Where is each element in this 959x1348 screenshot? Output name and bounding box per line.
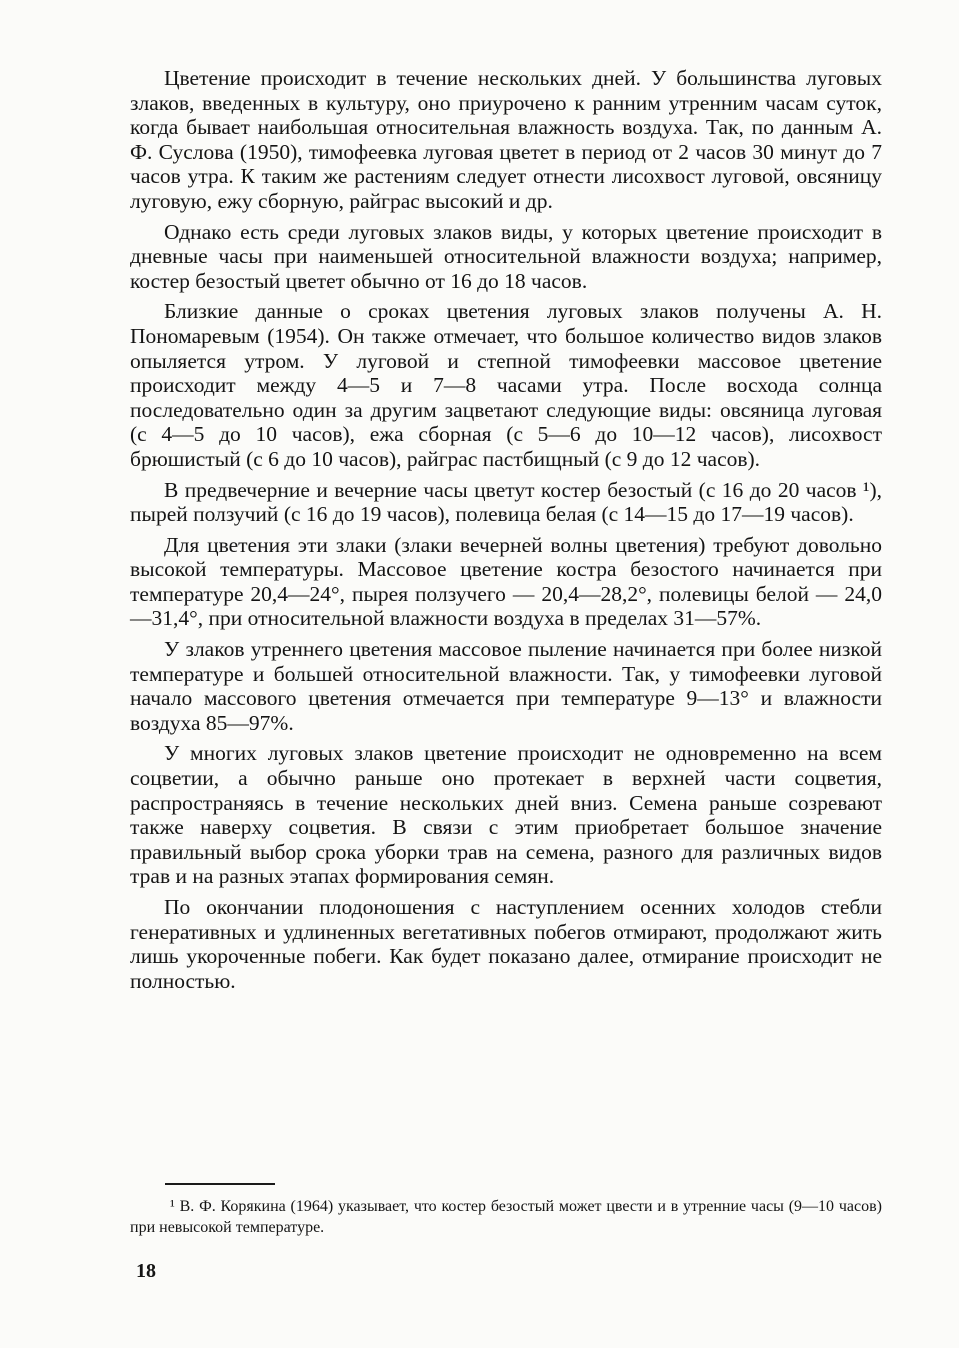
footnote: ¹ В. Ф. Корякина (1964) указывает, что костер безостый может цвести и в утренние часы (9—10 часов) при невысокой температуре. <box>130 1198 882 1236</box>
paragraph-8: По окончании плодоношения с наступлением осенних холодов стебли генеративных и удлиненных вегетативных побегов отмирают, продолжают жить лишь укороченные побеги. Как будет показано далее, отмирание происходит не полностью. <box>130 895 882 993</box>
page-number: 18 <box>136 1260 156 1282</box>
body-text <box>130 66 882 999</box>
paragraph-1: Цветение происходит в течение нескольких дней. У большинства луговых злаков, введенных в культуру, оно приурочено к ранним утренним часам суток, когда бывает наибольшая относительная влажность воздуха. Так, по данным А. Ф. Суслова (1950), тимофеевка луговая цветет в период от 2 часов 30 минут до 7 часов утра. К таким же растениям следует отнести лисохвост луговой, овсяницу луговую, ежу сборную, райграс высокий и др. <box>130 66 882 213</box>
paragraph-2: Однако есть среди луговых злаков виды, у которых цветение происходит в дневные часы при наименьшей относительной влажности воздуха; например, костер безостый цветет обычно от 16 до 18 часов. <box>130 219 882 293</box>
paragraph-4: В предвечерние и вечерние часы цветут костер безостый (с 16 до 20 часов ¹), пырей ползучий (с 16 до 19 часов), полевица белая (с 14—15 до 17—19 часов). <box>130 477 882 527</box>
paragraph-6: У злаков утреннего цветения массовое пыление начинается при более низкой температуре и большей относительной влажности. Так, у тимофеевки луговой начало массового цветения отмечается при температуре 9—13° и влажности воздуха 85—97%. <box>130 637 882 735</box>
paragraph-5: Для цветения эти злаки (злаки вечерней волны цветения) требуют довольно высокой температуры. Массовое цветение костра безостого начинается при температуре 20,4—24°, пырея ползучего — 20,4—28,2°, полевицы белой — 24,0—31,4°, при относительной влажности воздуха в пределах 31—57%. <box>130 532 882 631</box>
paragraph-3: Близкие данные о сроках цветения луговых злаков получены А. Н. Пономаревым (1954). Он также отмечает, что большое количество видов злаков опыляется утром. У луговой и степной тимофеевки массовое цветение происходит между 4—5 и 7—8 часами утра. После восхода солнца последовательно один за другим зацветают следующие виды: овсяница луговая (с 4—5 до 10 часов), ежа сборная (с 5—6 до 10—12 часов), лисохвост брюшистый (с 6 до 10 часов), райграс пастбищный (с 9 до 12 часов). <box>130 299 882 471</box>
footnote-divider <box>165 1183 275 1185</box>
paragraph-7: У многих луговых злаков цветение происходит не одновременно на всем соцветии, а обычно раньше оно протекает в верхней части соцветия, распространяясь в течение нескольких дней вниз. Семена раньше созревают также наверху соцветия. В связи с этим приобретает большое значение правильный выбор срока уборки трав на семена, разного для различных видов трав и на разных этапах формирования семян. <box>130 741 882 889</box>
